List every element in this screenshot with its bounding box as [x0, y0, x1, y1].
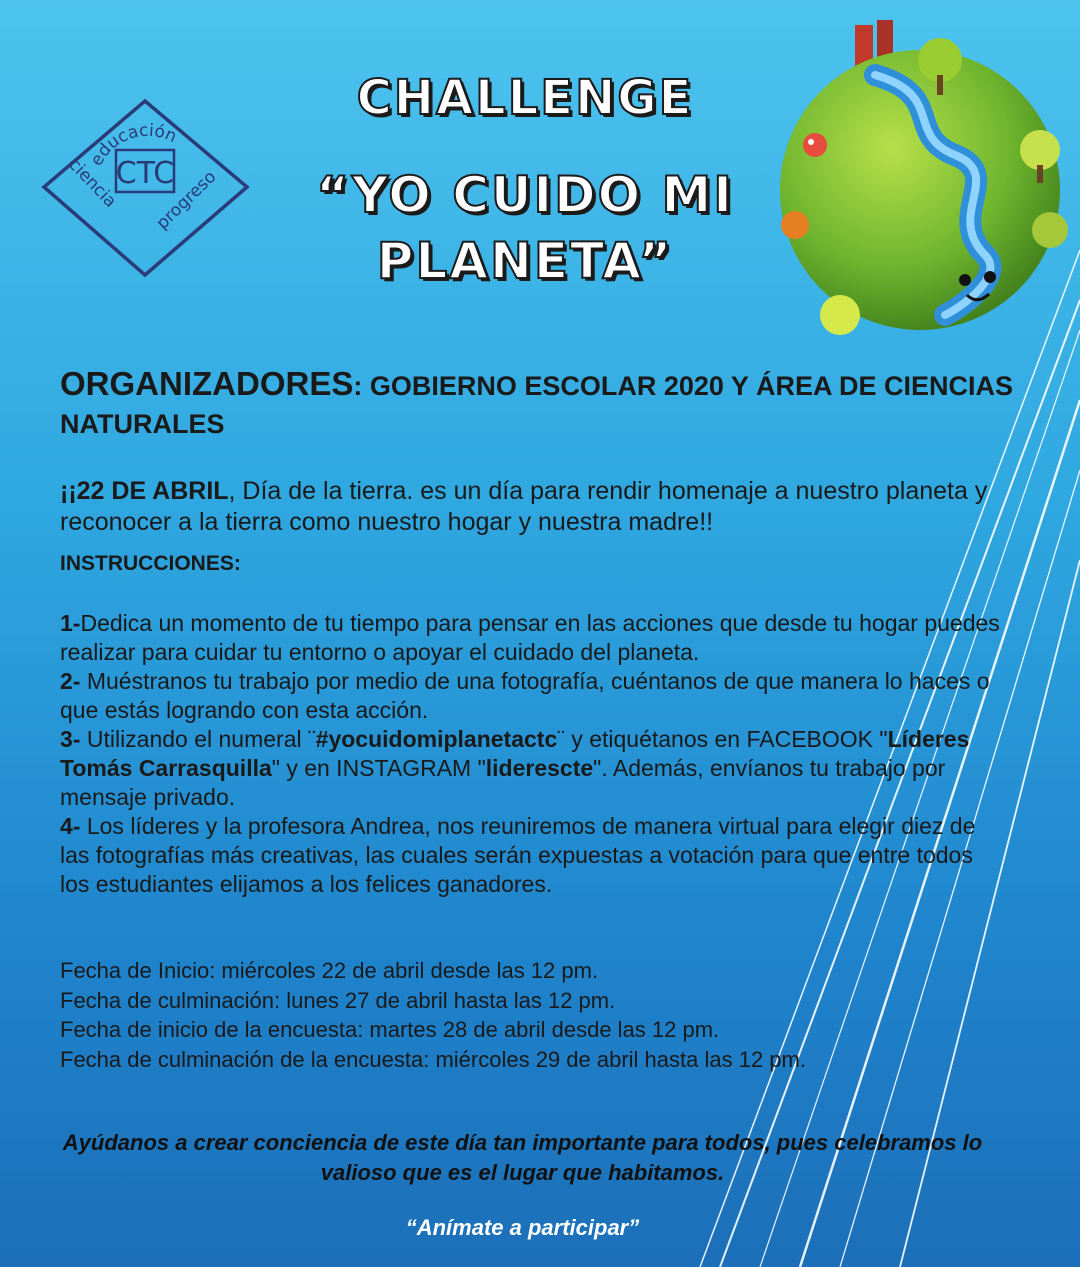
call-to-action: “Anímate a participar”: [405, 1215, 640, 1240]
logo-text-top: educación: [86, 120, 180, 170]
organizers-block: [60, 365, 1020, 443]
organizers-label: ORGANIZADORES: [60, 365, 354, 402]
dates-list: [60, 956, 1000, 1074]
step-1-number: 1-: [60, 610, 81, 636]
closing-message: Ayúdanos a crear conciencia de este día tan importante para todos, pues celebramos lo valioso que es el lugar que habitamos.: [62, 1130, 983, 1185]
planet-illustration: [755, 15, 1075, 355]
step-4-number: 4-: [60, 813, 81, 839]
step-3: [60, 725, 1000, 812]
challenge-title: CHALLENGE: [356, 70, 694, 126]
date-survey-start: Fecha de inicio de la encuesta: martes 28 de abril desde las 12 pm.: [60, 1017, 720, 1042]
date-end: Fecha de culminación: lunes 27 de abril hasta las 12 pm.: [60, 987, 616, 1013]
logo-text-center: CTC: [115, 156, 175, 191]
challenge-subtitle: [290, 162, 760, 294]
logo-text-left: ciencia: [64, 154, 121, 212]
step-1-text: Dedica un momento de tu tiempo para pensar en las acciones que desde tu hogar puedes realizar para cuidar tu entorno o apoyar el cuidado del planeta.: [60, 610, 1000, 665]
intro-date: ¡¡22 DE ABRIL: [60, 477, 229, 505]
step-3-text-c: " y en INSTAGRAM ": [271, 755, 486, 781]
step-3-text-a: Utilizando el numeral ¨: [80, 726, 316, 752]
instructions-heading: INSTRUCCIONES:: [60, 552, 241, 575]
step-2-text: Muéstranos tu trabajo por medio de una fotografía, cuéntanos de que manera lo haces o que estás logrando con esta acción.: [60, 668, 990, 723]
step-3-number: 3-: [60, 726, 81, 752]
step-2-number: 2-: [60, 668, 81, 694]
step-4: [60, 812, 1000, 899]
facebook-account: Líderes Tomás Carrasquilla: [60, 726, 970, 781]
step-2: [60, 667, 1000, 725]
step-1: [60, 609, 1000, 667]
logo-text-right: progreso: [152, 167, 221, 234]
step-3-text-b: ¨ y etiquétanos en FACEBOOK ": [557, 726, 888, 752]
date-start: Fecha de Inicio: miércoles 22 de abril desde las 12 pm.: [60, 958, 599, 983]
intro-paragraph: [60, 476, 990, 538]
instagram-account: liderescte: [485, 755, 594, 781]
step-4-text: Los líderes y la profesora Andrea, nos reuniremos de manera virtual para elegir diez de las fotografías más creativas, las cuales serán expuestas a votación para que entre todos los estudiantes elijamos a los felices ganadores.: [60, 813, 976, 897]
instruction-steps: [60, 609, 1000, 899]
date-survey-end: Fecha de culminación de la encuesta: miércoles 29 de abril hasta las 12 pm.: [60, 1046, 806, 1072]
intro-text: , Día de la tierra. es un día para rendir homenaje a nuestro planeta y reconocer a la tierra como nuestro hogar y nuestra madre!!: [60, 477, 988, 536]
hashtag: #yocuidomiplanetactc: [315, 726, 558, 752]
subtitle-line-2: PLANETA”: [376, 232, 674, 290]
svg-text:ciencia: [64, 155, 120, 212]
step-3-text-d: ". Además, envíanos tu trabajo por mensaje privado.: [60, 755, 946, 810]
ctc-logo: [38, 95, 253, 280]
organizers-text: : GOBIERNO ESCOLAR 2020 Y ÁREA DE CIENCIAS NATURALES: [60, 371, 1013, 439]
subtitle-line-1: “YO CUIDO MI: [316, 166, 734, 224]
